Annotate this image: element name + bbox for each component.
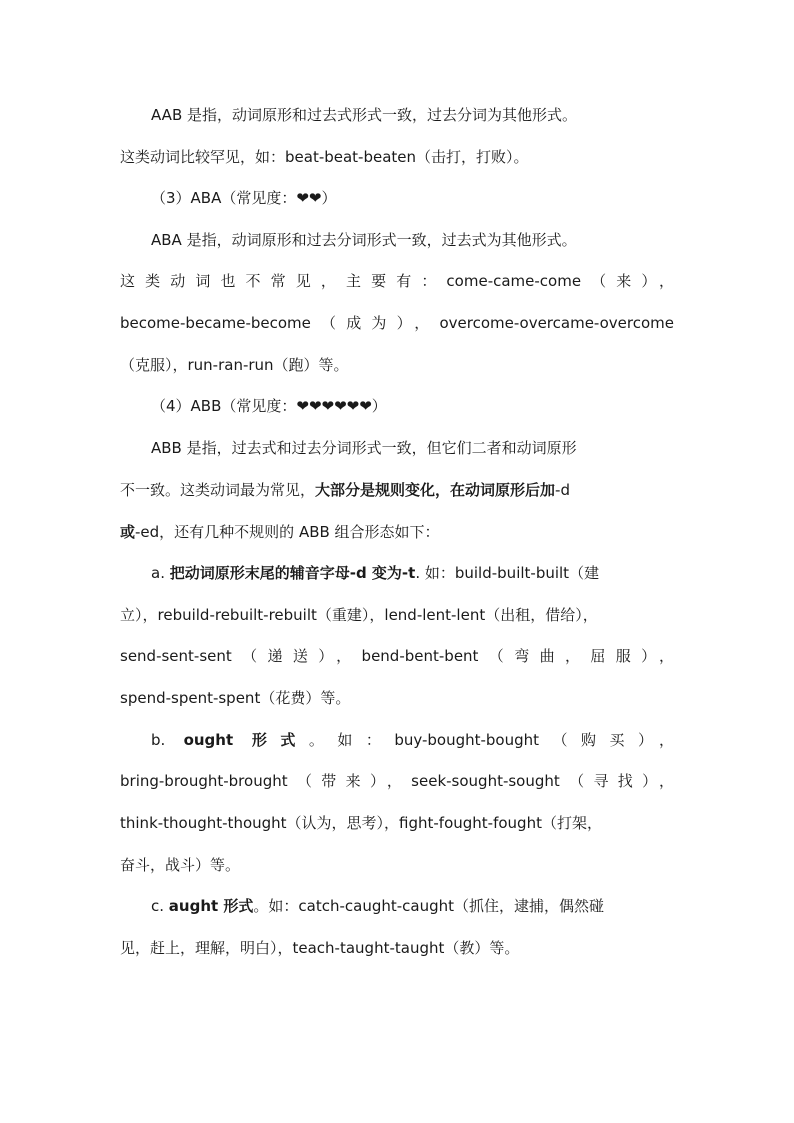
text-segment: 不一致。这类动词最为常见， xyxy=(120,481,316,499)
paragraph-aab-definition: AAB 是指，动词原形和过去式形式一致，过去分词为其他形式。 xyxy=(151,106,578,124)
text-segment: 。如：buy-bought-bought（购买）， xyxy=(308,731,674,749)
bold-rule-text: 大部分是规则变化，在动词原形后加 xyxy=(315,481,556,499)
item-b-line-2: bring-brought-brought（带来），seek-sought-sought（寻找）， xyxy=(120,772,674,790)
item-a-line-3: send-sent-sent（递送），bend-bent-bent（弯曲，屈服）， xyxy=(120,647,674,665)
text-segment: -ed，还有几种不规则的 ABB 组合形态如下： xyxy=(135,523,440,541)
item-b-line-3: think-thought-thought（认为，思考），fight-fought-fought（打架， xyxy=(120,814,602,832)
item-a-line-4: spend-spent-spent（花费）等。 xyxy=(120,689,351,707)
paragraph-aba-definition: ABA 是指，动词原形和过去分词形式一致，过去式为其他形式。 xyxy=(151,231,577,249)
item-c-line-1 xyxy=(151,895,674,917)
item-a-line-2: 立），rebuild-rebuilt-rebuilt（重建），lend-lent-lent（出租，借给）， xyxy=(120,606,598,624)
item-b-line-4: 奋斗，战斗）等。 xyxy=(120,856,241,874)
paragraph-abb-definition: ABB 是指，过去式和过去分词形式一致，但它们二者和动词原形 xyxy=(151,439,577,457)
paragraph-aab-example: 这类动词比较罕见，如：beat-beat-beaten（击打，打败）。 xyxy=(120,148,529,166)
item-c-line-2: 见，赶上，理解，明白），teach-taught-taught（教）等。 xyxy=(120,939,520,957)
text-segment: -d xyxy=(555,481,570,499)
item-marker: c. xyxy=(151,897,169,915)
item-marker: b. xyxy=(151,731,184,749)
text-segment: . 如：build-built-built（建 xyxy=(415,564,600,582)
item-b-line-1 xyxy=(151,729,674,751)
paragraph-aba-examples-3: （克服），run-ran-run（跑）等。 xyxy=(120,356,349,374)
item-marker: a. xyxy=(151,564,170,582)
item-c-title: aught 形式 xyxy=(168,897,254,915)
item-a-line-1 xyxy=(151,562,674,584)
paragraph-aba-examples-1: 这类动词也不常见，主要有：come-came-come（来）， xyxy=(120,272,674,290)
bold-text: 或 xyxy=(120,523,136,541)
paragraph-aba-examples-2: become-became-become（成为），overcome-overcame-overcome xyxy=(120,314,674,332)
paragraph-abb-irregular xyxy=(120,521,674,543)
item-b-title: ought 形式 xyxy=(183,731,309,749)
heading-abb: （4）ABB（常见度：❤❤❤❤❤❤） xyxy=(151,397,387,415)
paragraph-abb-common xyxy=(120,479,674,501)
text-segment: 。如：catch-caught-caught（抓住，逮捕，偶然碰 xyxy=(253,897,605,915)
heading-aba: （3）ABA（常见度：❤❤） xyxy=(151,189,337,207)
item-a-title: 把动词原形末尾的辅音字母-d 变为-t xyxy=(169,564,416,582)
